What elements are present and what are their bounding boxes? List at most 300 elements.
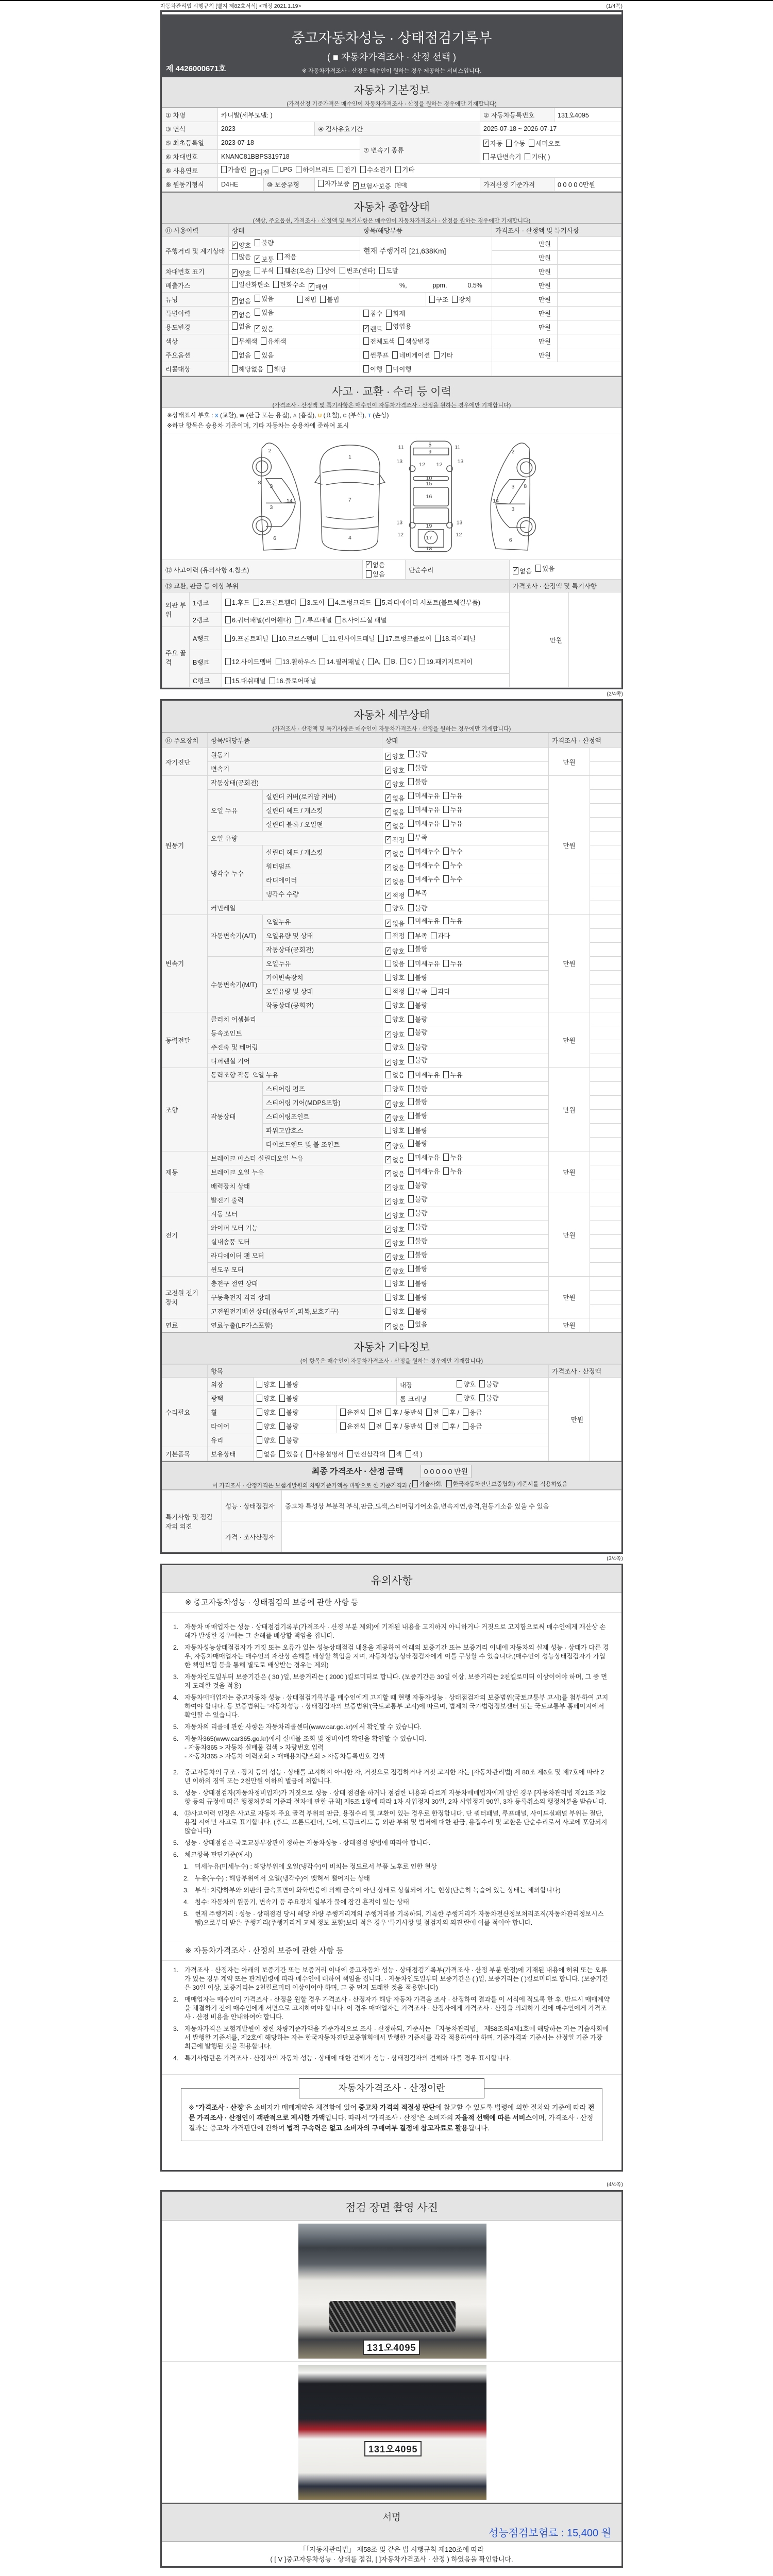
checkbox-icon[interactable]	[267, 365, 273, 372]
checkbox-option[interactable]	[483, 139, 502, 148]
checkbox-option[interactable]	[479, 1393, 498, 1402]
checkbox-option[interactable]	[221, 165, 246, 174]
checkbox-option[interactable]	[363, 350, 389, 360]
checkbox-option[interactable]	[385, 1001, 405, 1010]
checkbox-icon[interactable]	[408, 1223, 414, 1230]
checkbox-option[interactable]	[408, 1307, 427, 1316]
checkbox-option[interactable]	[369, 1408, 382, 1417]
checkbox-icon[interactable]	[340, 1422, 346, 1430]
checkbox-option[interactable]	[419, 657, 473, 666]
checkbox-icon[interactable]	[385, 1015, 391, 1023]
checkbox-option[interactable]	[250, 167, 269, 177]
checkbox-option[interactable]	[479, 1379, 498, 1388]
checkbox-option[interactable]	[408, 1001, 427, 1010]
checkbox-option[interactable]	[270, 676, 316, 685]
checkbox-option[interactable]	[232, 336, 257, 346]
checkbox-option[interactable]	[408, 1166, 440, 1176]
checkbox-icon[interactable]	[279, 1450, 285, 1458]
checkbox-icon[interactable]	[431, 932, 436, 939]
checkbox-option[interactable]	[385, 779, 405, 789]
checked-checkbox-icon[interactable]: ✓	[354, 182, 359, 189]
checkbox-option[interactable]	[443, 1408, 459, 1417]
checkbox-option[interactable]	[535, 564, 554, 573]
checkbox-option[interactable]	[276, 657, 316, 666]
checkbox-icon[interactable]	[221, 166, 227, 173]
checkbox-option[interactable]	[398, 336, 430, 346]
checkbox-option[interactable]	[408, 874, 440, 884]
checkbox-option[interactable]	[232, 321, 251, 331]
checkbox-icon[interactable]	[225, 599, 231, 606]
checkbox-option[interactable]	[529, 139, 560, 148]
checkbox-option[interactable]	[443, 1153, 462, 1162]
checkbox-option[interactable]	[267, 364, 286, 374]
checked-checkbox-icon[interactable]: ✓	[386, 794, 391, 801]
checkbox-option[interactable]	[257, 1421, 276, 1431]
checkbox-icon[interactable]	[385, 1308, 391, 1315]
checkbox-icon[interactable]	[392, 351, 398, 359]
checkbox-option[interactable]	[408, 944, 427, 953]
checked-checkbox-icon[interactable]: ✓	[386, 919, 391, 926]
checked-checkbox-icon[interactable]: ✓	[386, 1197, 391, 1204]
checkbox-option[interactable]	[408, 888, 427, 897]
checkbox-icon[interactable]	[443, 1409, 448, 1416]
checked-checkbox-icon[interactable]: ✓	[386, 780, 391, 787]
checkbox-icon[interactable]	[408, 1028, 414, 1036]
checkbox-icon[interactable]	[335, 616, 341, 623]
checkbox-option[interactable]	[385, 1408, 423, 1417]
checkbox-icon[interactable]	[270, 677, 275, 684]
checkbox-icon[interactable]	[296, 166, 301, 173]
checkbox-icon[interactable]	[317, 267, 323, 274]
checkbox-icon[interactable]	[426, 1422, 432, 1430]
checkbox-icon[interactable]	[257, 1422, 262, 1430]
checkbox-option[interactable]	[385, 863, 405, 872]
checkbox-icon[interactable]	[279, 1436, 285, 1444]
checkbox-option[interactable]	[385, 1307, 405, 1316]
checkbox-icon[interactable]	[408, 1251, 414, 1258]
checkbox-icon[interactable]	[328, 599, 334, 606]
checked-checkbox-icon[interactable]: ✓	[386, 836, 391, 842]
checked-checkbox-icon[interactable]: ✓	[513, 567, 518, 573]
checkbox-icon[interactable]	[369, 1409, 375, 1416]
checkbox-option[interactable]	[385, 1113, 405, 1123]
checkbox-option[interactable]	[408, 777, 427, 786]
checkbox-icon[interactable]	[408, 792, 414, 799]
checkbox-icon[interactable]	[279, 1422, 285, 1430]
checkbox-icon[interactable]	[225, 635, 231, 642]
checkbox-icon[interactable]	[408, 988, 414, 995]
checkbox-option[interactable]	[408, 916, 440, 925]
checkbox-icon[interactable]	[273, 281, 279, 288]
checkbox-option[interactable]	[255, 255, 274, 264]
checkbox-option[interactable]	[296, 165, 333, 174]
checkbox-icon[interactable]	[479, 1394, 485, 1401]
checkbox-option[interactable]	[385, 903, 405, 912]
checkbox-icon[interactable]	[257, 1436, 262, 1444]
checkbox-option[interactable]	[408, 931, 427, 940]
checkbox-icon[interactable]	[408, 1294, 414, 1301]
checkbox-option[interactable]	[338, 165, 357, 174]
checkbox-icon[interactable]	[443, 1422, 448, 1430]
checked-checkbox-icon[interactable]: ✓	[366, 561, 372, 567]
checkbox-option[interactable]	[408, 1250, 427, 1259]
checkbox-icon[interactable]	[431, 988, 436, 995]
checkbox-icon[interactable]	[386, 310, 392, 317]
checkbox-option[interactable]	[335, 615, 386, 624]
checked-checkbox-icon[interactable]: ✓	[386, 1211, 391, 1218]
checkbox-option[interactable]	[340, 1408, 365, 1417]
checkbox-option[interactable]	[426, 1421, 439, 1431]
checkbox-icon[interactable]	[385, 1127, 391, 1134]
checkbox-option[interactable]	[429, 295, 448, 304]
checkbox-icon[interactable]	[434, 351, 440, 359]
checkbox-option[interactable]	[384, 658, 397, 665]
checkbox-option[interactable]	[452, 295, 471, 304]
checkbox-option[interactable]	[463, 1421, 482, 1431]
checkbox-icon[interactable]	[225, 677, 231, 684]
checkbox-icon[interactable]	[483, 153, 489, 160]
checkbox-icon[interactable]	[408, 1265, 414, 1272]
checkbox-option[interactable]	[408, 805, 440, 814]
checkbox-option[interactable]	[435, 634, 476, 643]
checked-checkbox-icon[interactable]: ✓	[364, 325, 369, 331]
checkbox-icon[interactable]	[277, 253, 283, 260]
checkbox-icon[interactable]	[408, 1209, 414, 1216]
checkbox-option[interactable]	[363, 336, 395, 346]
checkbox-option[interactable]	[408, 791, 440, 800]
checkbox-icon[interactable]	[443, 848, 449, 855]
checkbox-icon[interactable]	[279, 1395, 285, 1402]
checkbox-option[interactable]	[443, 959, 462, 968]
checkbox-option[interactable]	[408, 1139, 427, 1148]
checkbox-option[interactable]	[408, 1293, 427, 1302]
checkbox-icon[interactable]	[406, 1450, 411, 1458]
checkbox-icon[interactable]	[408, 974, 414, 981]
checkbox-option[interactable]	[272, 634, 319, 643]
checked-checkbox-icon[interactable]: ✓	[250, 168, 256, 175]
checked-checkbox-icon[interactable]: ✓	[386, 891, 391, 898]
checkbox-option[interactable]	[323, 634, 375, 643]
checkbox-icon[interactable]	[457, 1394, 462, 1401]
checkbox-icon[interactable]	[443, 1167, 449, 1175]
checkbox-icon[interactable]	[385, 1071, 391, 1078]
checkbox-icon[interactable]	[385, 1294, 391, 1301]
checkbox-option[interactable]	[385, 849, 405, 858]
checkbox-option[interactable]	[385, 807, 405, 817]
checkbox-option[interactable]	[279, 1435, 298, 1445]
checkbox-icon[interactable]	[408, 1043, 414, 1050]
checkbox-option[interactable]	[366, 560, 385, 569]
checkbox-icon[interactable]	[297, 296, 303, 303]
checkbox-option[interactable]	[385, 1155, 405, 1164]
checkbox-icon[interactable]	[408, 1085, 414, 1092]
checkbox-icon[interactable]	[338, 166, 343, 173]
checkbox-option[interactable]	[340, 266, 376, 275]
checkbox-option[interactable]	[378, 634, 431, 643]
checkbox-icon[interactable]	[419, 658, 425, 665]
checkbox-icon[interactable]	[385, 904, 391, 911]
checked-checkbox-icon[interactable]: ✓	[232, 269, 238, 276]
checkbox-icon[interactable]	[272, 635, 278, 642]
checkbox-icon[interactable]	[408, 750, 414, 757]
checkbox-option[interactable]	[385, 1070, 405, 1079]
checkbox-option[interactable]	[385, 1211, 405, 1220]
checkbox-icon[interactable]	[232, 351, 238, 359]
checkbox-option[interactable]	[225, 634, 268, 643]
checkbox-option[interactable]	[389, 1449, 402, 1459]
checkbox-icon[interactable]	[408, 1320, 414, 1328]
checkbox-option[interactable]	[297, 295, 316, 304]
checkbox-option[interactable]	[232, 241, 251, 250]
checkbox-option[interactable]	[408, 1319, 427, 1329]
checked-checkbox-icon[interactable]: ✓	[232, 297, 238, 303]
checkbox-option[interactable]	[363, 324, 382, 333]
checkbox-icon[interactable]	[443, 792, 449, 799]
checkbox-option[interactable]	[408, 1180, 427, 1190]
checkbox-icon[interactable]	[408, 1280, 414, 1287]
checkbox-option[interactable]	[309, 282, 328, 292]
checkbox-option[interactable]	[412, 1480, 443, 1488]
checkbox-option[interactable]	[408, 1070, 440, 1079]
checkbox-icon[interactable]	[232, 323, 238, 330]
checkbox-option[interactable]	[408, 1264, 427, 1273]
checkbox-icon[interactable]	[408, 1015, 414, 1023]
checkbox-icon[interactable]	[363, 351, 369, 359]
checkbox-option[interactable]	[426, 1408, 439, 1417]
checkbox-option[interactable]	[328, 598, 372, 607]
checkbox-option[interactable]	[306, 1449, 344, 1459]
checkbox-option[interactable]	[408, 1126, 427, 1135]
checkbox-option[interactable]	[257, 1380, 276, 1389]
checkbox-icon[interactable]	[385, 974, 391, 981]
checkbox-option[interactable]	[385, 1042, 405, 1052]
checkbox-option[interactable]	[408, 1208, 427, 1217]
checkbox-option[interactable]	[320, 657, 364, 666]
checkbox-icon[interactable]	[320, 658, 325, 665]
checkbox-icon[interactable]	[408, 932, 414, 939]
checkbox-option[interactable]	[408, 833, 427, 842]
checkbox-icon[interactable]	[457, 1380, 462, 1387]
checked-checkbox-icon[interactable]: ✓	[386, 822, 391, 828]
checked-checkbox-icon[interactable]: ✓	[386, 877, 391, 884]
checkbox-icon[interactable]	[385, 1002, 391, 1009]
checkbox-icon[interactable]	[408, 834, 414, 841]
checked-checkbox-icon[interactable]: ✓	[386, 1267, 391, 1274]
checkbox-option[interactable]	[385, 1141, 405, 1150]
checkbox-icon[interactable]	[363, 365, 369, 372]
checkbox-icon[interactable]	[375, 599, 381, 606]
checkbox-icon[interactable]	[443, 875, 449, 883]
checked-checkbox-icon[interactable]: ✓	[386, 1114, 391, 1121]
checkbox-option[interactable]	[385, 973, 405, 982]
checkbox-icon[interactable]	[408, 875, 414, 883]
checkbox-icon[interactable]	[261, 337, 266, 345]
checkbox-option[interactable]	[408, 959, 440, 968]
checkbox-icon[interactable]	[369, 1422, 375, 1430]
checkbox-option[interactable]	[408, 1055, 427, 1064]
checkbox-icon[interactable]	[443, 960, 449, 967]
checkbox-option[interactable]	[366, 569, 385, 579]
checkbox-option[interactable]	[408, 1194, 427, 1204]
checkbox-option[interactable]	[386, 364, 411, 374]
checked-checkbox-icon[interactable]: ✓	[386, 1100, 391, 1107]
checkbox-option[interactable]	[385, 793, 405, 803]
checkbox-icon[interactable]	[385, 1409, 391, 1416]
checkbox-option[interactable]	[385, 752, 405, 761]
checkbox-option[interactable]	[254, 598, 297, 607]
checkbox-icon[interactable]	[408, 1056, 414, 1063]
checkbox-icon[interactable]	[408, 1112, 414, 1119]
checkbox-option[interactable]	[431, 931, 450, 940]
checkbox-icon[interactable]	[385, 932, 391, 939]
checkbox-option[interactable]	[385, 931, 405, 940]
checkbox-icon[interactable]	[443, 861, 449, 869]
checkbox-option[interactable]	[385, 1239, 405, 1248]
checkbox-icon[interactable]	[429, 296, 435, 303]
checkbox-icon[interactable]	[408, 1002, 414, 1009]
checkbox-icon[interactable]	[255, 239, 260, 246]
checkbox-option[interactable]	[340, 1421, 365, 1431]
checkbox-option[interactable]	[363, 309, 382, 318]
checkbox-icon[interactable]	[232, 253, 238, 260]
checkbox-option[interactable]	[386, 309, 405, 318]
checkbox-option[interactable]	[443, 860, 462, 870]
checkbox-option[interactable]	[257, 1408, 276, 1417]
checkbox-icon[interactable]	[385, 1280, 391, 1287]
checkbox-option[interactable]	[255, 308, 274, 317]
checkbox-option[interactable]	[431, 987, 450, 996]
checkbox-option[interactable]	[232, 280, 270, 289]
checkbox-icon[interactable]	[340, 1409, 346, 1416]
checkbox-icon[interactable]	[398, 337, 404, 345]
checkbox-option[interactable]	[385, 877, 405, 886]
checkbox-option[interactable]	[443, 874, 462, 884]
checkbox-icon[interactable]	[257, 1381, 262, 1388]
checked-checkbox-icon[interactable]: ✓	[232, 241, 238, 248]
checkbox-icon[interactable]	[525, 153, 530, 160]
checkbox-icon[interactable]	[408, 778, 414, 785]
checkbox-option[interactable]	[273, 166, 292, 173]
checkbox-option[interactable]	[483, 152, 521, 161]
checkbox-icon[interactable]	[408, 1071, 414, 1078]
checkbox-icon[interactable]	[232, 337, 238, 345]
checkbox-option[interactable]	[277, 252, 296, 261]
checkbox-option[interactable]	[360, 165, 392, 174]
checkbox-option[interactable]	[395, 165, 414, 174]
checkbox-icon[interactable]	[279, 1381, 285, 1388]
checkbox-option[interactable]	[408, 1279, 427, 1288]
checkbox-option[interactable]	[232, 252, 251, 261]
checkbox-option[interactable]	[368, 658, 381, 665]
checkbox-option[interactable]	[385, 835, 405, 844]
checkbox-option[interactable]	[279, 1394, 298, 1403]
checkbox-option[interactable]	[232, 268, 251, 278]
checked-checkbox-icon[interactable]: ✓	[386, 766, 391, 773]
checkbox-option[interactable]	[386, 321, 411, 331]
checkbox-option[interactable]	[457, 1379, 476, 1388]
checked-checkbox-icon[interactable]: ✓	[386, 1058, 391, 1065]
checkbox-option[interactable]	[225, 615, 291, 624]
checkbox-icon[interactable]	[408, 1181, 414, 1189]
checkbox-icon[interactable]	[255, 267, 260, 274]
checkbox-icon[interactable]	[408, 1237, 414, 1244]
checkbox-icon[interactable]	[257, 1395, 262, 1402]
checkbox-option[interactable]	[400, 658, 416, 665]
checkbox-icon[interactable]	[529, 140, 534, 147]
checkbox-option[interactable]	[408, 749, 427, 758]
checkbox-option[interactable]	[385, 1084, 405, 1093]
checkbox-option[interactable]	[443, 846, 462, 856]
checked-checkbox-icon[interactable]: ✓	[255, 325, 260, 331]
checkbox-icon[interactable]	[257, 1409, 262, 1416]
checkbox-option[interactable]	[406, 1449, 423, 1459]
checked-checkbox-icon[interactable]: ✓	[386, 947, 391, 954]
checked-checkbox-icon[interactable]: ✓	[386, 1030, 391, 1037]
checkbox-option[interactable]	[385, 946, 405, 956]
checkbox-option[interactable]	[347, 1449, 385, 1459]
checkbox-option[interactable]	[385, 1322, 405, 1331]
checkbox-icon[interactable]	[232, 365, 238, 372]
checkbox-option[interactable]	[255, 294, 274, 303]
checkbox-option[interactable]	[408, 1097, 427, 1106]
checkbox-option[interactable]	[232, 310, 251, 319]
checkbox-icon[interactable]	[225, 616, 231, 623]
checkbox-option[interactable]	[232, 364, 263, 374]
checkbox-icon[interactable]	[443, 820, 449, 827]
checked-checkbox-icon[interactable]: ✓	[232, 311, 238, 317]
checkbox-option[interactable]	[225, 676, 266, 685]
checkbox-icon[interactable]	[255, 295, 260, 302]
checkbox-icon[interactable]	[408, 848, 414, 855]
checkbox-icon[interactable]	[323, 635, 328, 642]
checkbox-icon[interactable]	[385, 960, 391, 967]
checkbox-icon[interactable]	[408, 889, 414, 896]
checkbox-option[interactable]	[257, 1394, 276, 1403]
checked-checkbox-icon[interactable]: ✓	[386, 1225, 391, 1232]
checkbox-icon[interactable]	[408, 1140, 414, 1147]
checkbox-icon[interactable]	[535, 565, 541, 572]
checkbox-option[interactable]	[385, 959, 405, 968]
checkbox-icon[interactable]	[254, 599, 259, 606]
checkbox-option[interactable]	[232, 350, 251, 360]
checkbox-option[interactable]	[408, 860, 440, 870]
checkbox-option[interactable]	[392, 350, 430, 360]
checked-checkbox-icon[interactable]: ✓	[386, 1142, 391, 1148]
checkbox-icon[interactable]	[276, 658, 281, 665]
checkbox-icon[interactable]	[426, 1409, 432, 1416]
checkbox-icon[interactable]	[385, 1422, 391, 1430]
checkbox-option[interactable]	[255, 324, 274, 333]
checkbox-icon[interactable]	[408, 1195, 414, 1202]
checkbox-option[interactable]	[385, 891, 405, 900]
checkbox-option[interactable]	[408, 819, 440, 828]
checkbox-icon[interactable]	[300, 599, 306, 606]
checkbox-option[interactable]	[363, 364, 382, 374]
checkbox-icon[interactable]	[384, 658, 390, 665]
checkbox-option[interactable]	[257, 1435, 276, 1445]
checkbox-option[interactable]	[385, 1266, 405, 1276]
checkbox-icon[interactable]	[306, 1450, 312, 1458]
checkbox-icon[interactable]	[389, 1450, 395, 1458]
checkbox-option[interactable]	[408, 1222, 427, 1231]
checkbox-option[interactable]	[369, 1421, 382, 1431]
checkbox-option[interactable]	[385, 1014, 405, 1024]
checkbox-icon[interactable]	[318, 180, 324, 187]
checkbox-icon[interactable]	[320, 296, 326, 303]
checkbox-option[interactable]	[446, 1480, 567, 1488]
checkbox-option[interactable]	[408, 987, 427, 996]
checked-checkbox-icon[interactable]: ✓	[484, 139, 489, 146]
